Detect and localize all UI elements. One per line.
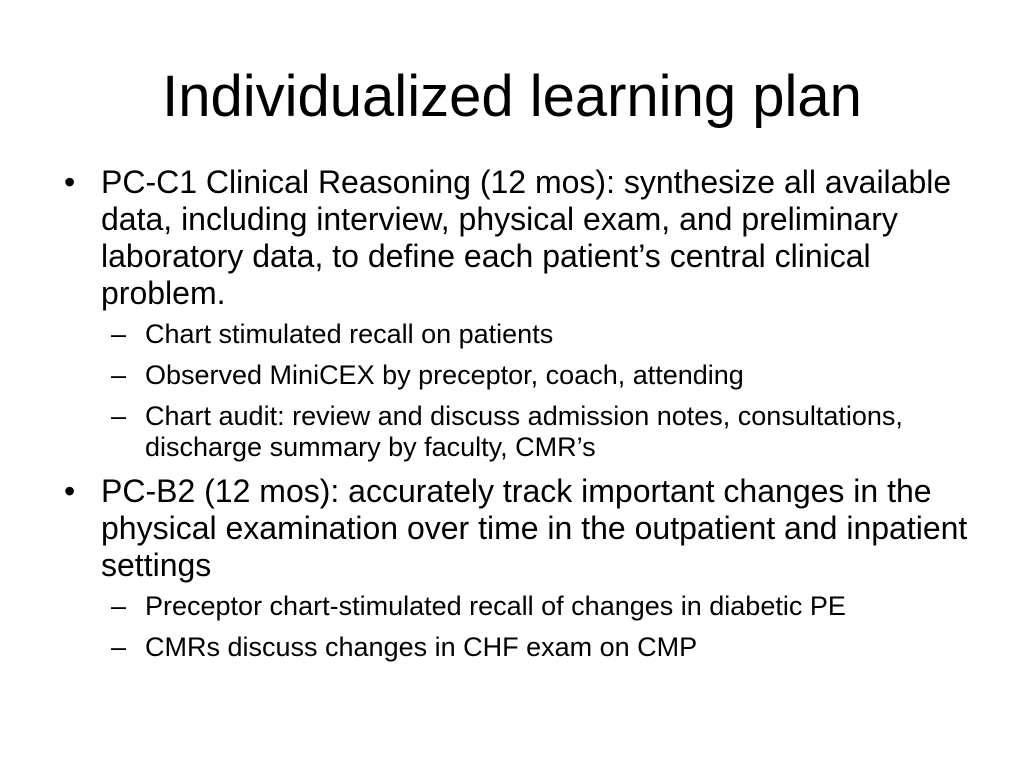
sub-bullet-marker: –: [111, 591, 127, 621]
sub-bullet-list: [101, 319, 969, 463]
bullet-marker: •: [64, 164, 76, 200]
sub-bullet-item: [101, 591, 969, 622]
bullet-item-pc-c1: [64, 164, 969, 463]
sub-bullet-text: Observed MiniCEX by preceptor, coach, attending: [145, 360, 744, 390]
sub-bullet-marker: –: [111, 632, 127, 662]
sub-bullet-marker: –: [111, 360, 127, 390]
sub-bullet-marker: –: [111, 401, 127, 431]
bullet-marker: •: [64, 473, 76, 509]
bullet-text: PC-C1 Clinical Reasoning (12 mos): synthesize all available data, including interview, physical exam, and preliminary laboratory data, to define each patient’s central clinical problem.: [101, 164, 952, 311]
sub-bullet-list: [101, 591, 969, 663]
sub-bullet-text: Chart audit: review and discuss admission notes, consultations, discharge summary by faculty, CMR’s: [145, 401, 903, 462]
sub-bullet-item: [101, 632, 969, 663]
sub-bullet-text: Preceptor chart-stimulated recall of changes in diabetic PE: [145, 591, 846, 621]
slide-title: Individualized learning plan: [162, 64, 862, 129]
sub-bullet-marker: –: [111, 319, 127, 349]
bullet-item-pc-b2: [64, 473, 969, 663]
sub-bullet-item: [101, 319, 969, 350]
sub-bullet-text: Chart stimulated recall on patients: [145, 319, 554, 349]
sub-bullet-text: CMRs discuss changes in CHF exam on CMP: [145, 632, 698, 662]
bullet-text: PC-B2 (12 mos): accurately track important changes in the physical examination over time in the outpatient and inpatient settings: [101, 473, 968, 583]
bullet-list: [64, 164, 969, 673]
sub-bullet-item: [101, 360, 969, 391]
sub-bullet-item: [101, 401, 969, 463]
